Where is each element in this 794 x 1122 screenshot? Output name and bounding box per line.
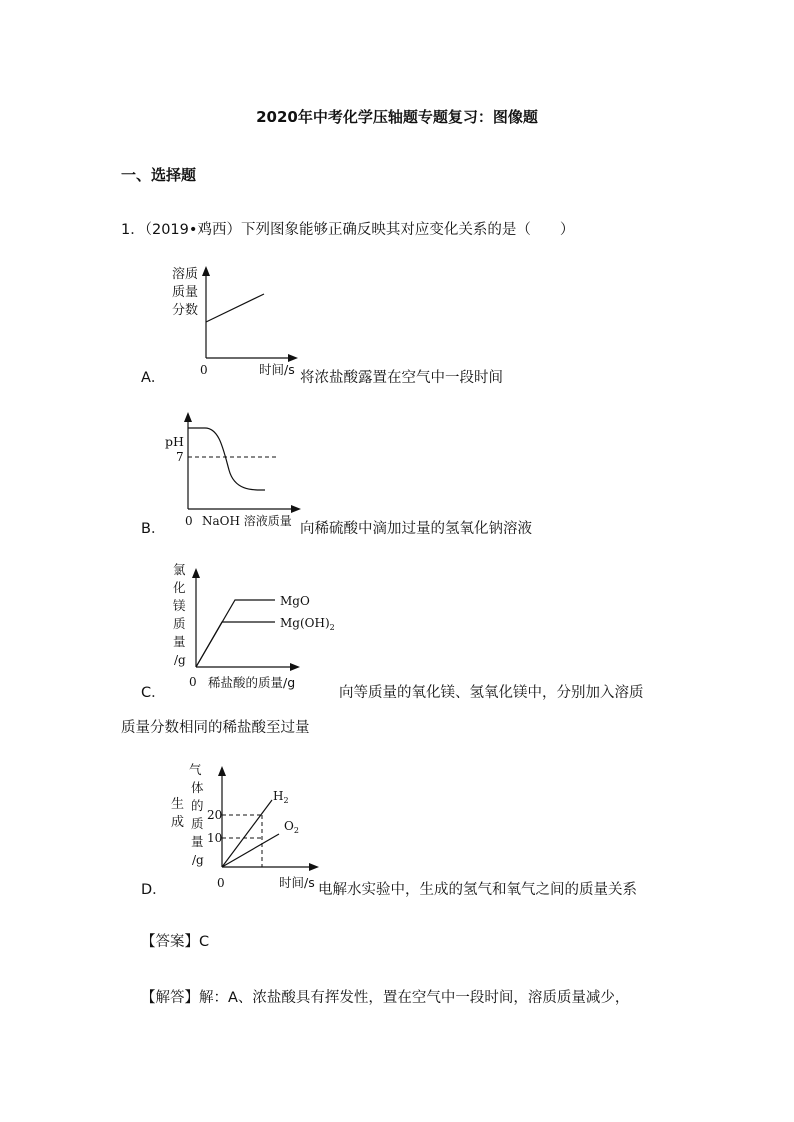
graph-d-o2-line bbox=[222, 834, 279, 867]
option-d-letter: D． bbox=[141, 882, 167, 898]
graph-c-ylabel-4: 质 bbox=[173, 616, 186, 631]
answer-label: 【答案】 bbox=[141, 934, 199, 950]
section-heading: 一、选择题 bbox=[121, 166, 197, 184]
graph-a-y-arrow bbox=[202, 266, 210, 276]
graph-d-y-arrow bbox=[218, 766, 226, 776]
option-a-text: 将浓盐酸露置在空气中一段时间 bbox=[300, 370, 503, 386]
option-c-text-line2: 质量分数相同的稀盐酸至过量 bbox=[121, 720, 310, 736]
option-a-letter: A． bbox=[141, 370, 166, 386]
graph-b-tick-7: 7 bbox=[176, 450, 184, 464]
graph-d-xlabel: 时间/s bbox=[279, 875, 315, 890]
graph-d-ylabel-6: /g bbox=[192, 853, 204, 867]
graph-c-ylabel-1: 氯 bbox=[173, 562, 186, 577]
graph-b-ph-curve bbox=[188, 428, 265, 490]
graph-a-ylabel-2: 质量 bbox=[172, 285, 199, 300]
option-b-letter: B． bbox=[141, 521, 166, 537]
answer-value: C bbox=[199, 934, 210, 950]
graph-b-x-arrow bbox=[291, 505, 301, 513]
graph-a-ylabel-1: 溶质 bbox=[172, 267, 199, 282]
graph-c-xlabel: 稀盐酸的质量/g bbox=[208, 675, 296, 690]
graph-a bbox=[168, 262, 308, 382]
graph-d-tick-20: 20 bbox=[207, 808, 223, 822]
graph-c-y-arrow bbox=[192, 568, 200, 578]
graph-d-o2-label bbox=[284, 819, 299, 835]
graph-d-tick-10: 10 bbox=[207, 831, 223, 845]
graph-d-ylabel-1: 气 bbox=[189, 762, 202, 777]
graph-c-mgoh2-sub: 2 bbox=[329, 623, 335, 632]
graph-d-ylabel-4: 质 bbox=[191, 816, 204, 831]
graph-c-ylabel-5: 量 bbox=[173, 634, 186, 649]
graph-c bbox=[170, 560, 340, 700]
graph-b-origin: 0 bbox=[185, 514, 193, 528]
graph-c-mgo-label: MgO bbox=[280, 594, 310, 608]
question-stem: （2019•鸡西）下列图象能够正确反映其对应变化关系的是（ ） bbox=[144, 222, 575, 238]
graph-c-ylabel-2: 化 bbox=[173, 580, 186, 595]
graph-d bbox=[169, 760, 339, 900]
graph-d-x-arrow bbox=[309, 863, 319, 871]
page-title: 2020年中考化学压轴题专题复习：图像题 bbox=[256, 108, 538, 126]
analysis-text: 解：A、浓盐酸具有挥发性，置在空气中一段时间，溶质质量减少， bbox=[199, 990, 630, 1006]
graph-c-mgoh2-label bbox=[280, 616, 335, 632]
graph-d-ylabel-5: 量 bbox=[191, 834, 204, 849]
graph-d-o2-sub: 2 bbox=[293, 826, 299, 835]
option-d-text: 电解水实验中，生成的氢气和氧气之间的质量关系 bbox=[318, 882, 637, 898]
graph-c-ylabel-3: 镁 bbox=[173, 598, 186, 613]
graph-d-ylabel-2: 体 bbox=[191, 780, 204, 795]
graph-b-ylabel: pH bbox=[165, 434, 184, 449]
graph-c-mgo-line bbox=[196, 600, 275, 667]
analysis-line bbox=[141, 986, 629, 1007]
graph-d-side-label-1: 生 bbox=[171, 797, 185, 812]
graph-d-h2-line bbox=[222, 800, 272, 867]
graph-d-o2-main: O bbox=[284, 819, 294, 833]
graph-c-ylabel-6: /g bbox=[174, 653, 186, 667]
analysis-label: 【解答】 bbox=[141, 990, 199, 1006]
graph-c-origin: 0 bbox=[189, 675, 197, 689]
graph-a-ylabel-3: 分数 bbox=[172, 303, 199, 318]
graph-b-xlabel: NaOH 溶液质量 bbox=[202, 514, 292, 528]
graph-c-x-arrow bbox=[290, 663, 300, 671]
option-c-letter: C． bbox=[141, 685, 166, 701]
graph-d-h2-main: H bbox=[273, 789, 284, 803]
graph-d-ylabel-3: 的 bbox=[191, 798, 204, 813]
graph-c-mgoh2-main: Mg(OH) bbox=[280, 616, 330, 630]
graph-a-xlabel: 时间/s bbox=[259, 362, 295, 377]
question-number: 1． bbox=[121, 222, 145, 238]
graph-d-h2-label bbox=[273, 789, 289, 805]
graph-b bbox=[165, 408, 315, 533]
graph-d-side-label-2: 成 bbox=[171, 815, 185, 830]
graph-a-series-line bbox=[206, 294, 264, 322]
graph-d-h2-sub: 2 bbox=[283, 796, 289, 805]
question-1 bbox=[121, 218, 574, 239]
option-b-text: 向稀硫酸中滴加过量的氢氧化钠溶液 bbox=[300, 521, 532, 537]
graph-d-origin: 0 bbox=[217, 876, 225, 890]
graph-a-x-arrow bbox=[288, 354, 298, 362]
answer-line bbox=[141, 930, 209, 951]
graph-b-y-arrow bbox=[184, 412, 192, 422]
graph-c-mgoh2-line bbox=[196, 622, 275, 667]
graph-a-origin: 0 bbox=[200, 363, 208, 377]
option-c-text-line1: 向等质量的氧化镁、氢氧化镁中，分别加入溶质 bbox=[339, 685, 644, 701]
